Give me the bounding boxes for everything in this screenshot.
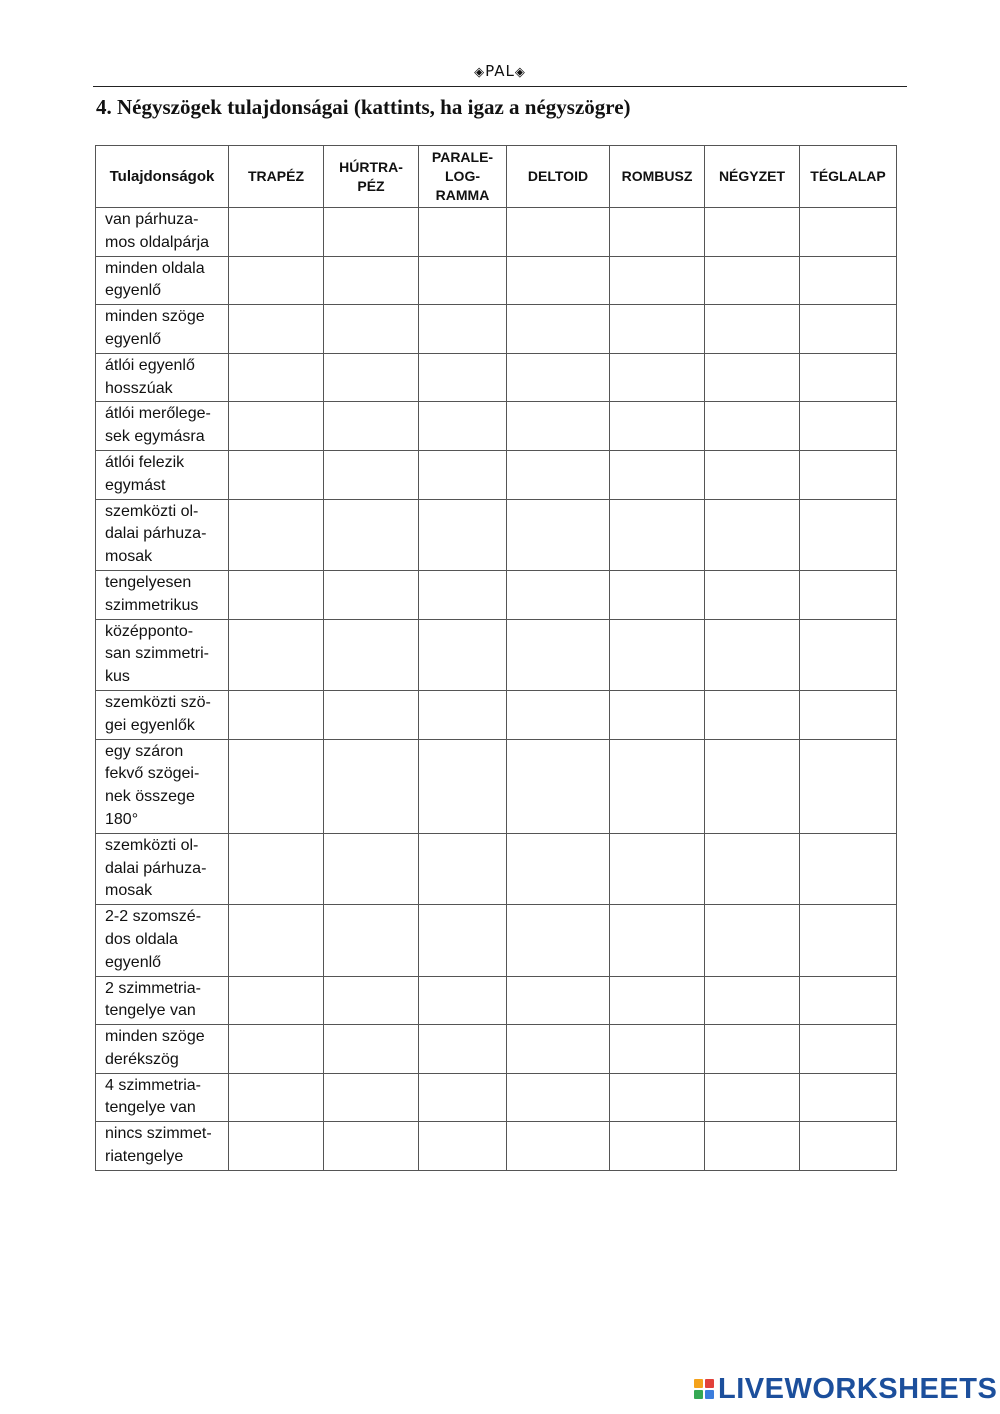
table-row — [96, 402, 897, 451]
answer-cell[interactable] — [610, 450, 705, 499]
answer-cell[interactable] — [705, 256, 800, 305]
answer-cell[interactable] — [800, 1073, 897, 1122]
answer-cell[interactable] — [229, 905, 324, 976]
answer-cell[interactable] — [324, 833, 419, 904]
answer-cell[interactable] — [419, 739, 507, 833]
table-row — [96, 570, 897, 619]
table-row — [96, 450, 897, 499]
answer-cell[interactable] — [800, 690, 897, 739]
answer-cell[interactable] — [610, 833, 705, 904]
column-header: PARALE- LOG- RAMMA — [419, 146, 507, 208]
answer-cell[interactable] — [507, 739, 610, 833]
header-text: PAL — [485, 62, 515, 80]
answer-cell[interactable] — [507, 833, 610, 904]
answer-cell[interactable] — [324, 739, 419, 833]
answer-cell[interactable] — [229, 256, 324, 305]
column-header: TRAPÉZ — [229, 146, 324, 208]
column-header: DELTOID — [507, 146, 610, 208]
answer-cell[interactable] — [324, 353, 419, 402]
answer-cell[interactable] — [705, 353, 800, 402]
liveworksheets-logo — [694, 1374, 997, 1404]
logo-block — [705, 1379, 714, 1388]
answer-cell[interactable] — [507, 690, 610, 739]
answer-cell[interactable] — [229, 739, 324, 833]
answer-cell[interactable] — [705, 450, 800, 499]
table-row — [96, 353, 897, 402]
answer-cell[interactable] — [419, 256, 507, 305]
answer-cell[interactable] — [705, 1073, 800, 1122]
diamond-icon: ◈ — [474, 65, 486, 80]
answer-cell[interactable] — [507, 208, 610, 257]
table-row — [96, 305, 897, 354]
answer-cell[interactable] — [324, 1122, 419, 1171]
answer-cell[interactable] — [507, 499, 610, 570]
page-header — [93, 62, 907, 87]
answer-cell[interactable] — [324, 905, 419, 976]
property-label: van párhuza- mos oldalpárja — [96, 208, 229, 257]
answer-cell[interactable] — [419, 450, 507, 499]
logo-block — [705, 1390, 714, 1399]
logo-blocks-icon — [694, 1379, 714, 1399]
answer-cell[interactable] — [419, 905, 507, 976]
property-label: minden oldala egyenlő — [96, 256, 229, 305]
answer-cell[interactable] — [507, 402, 610, 451]
answer-cell[interactable] — [705, 305, 800, 354]
property-label: minden szöge derékszög — [96, 1025, 229, 1074]
answer-cell[interactable] — [229, 402, 324, 451]
table-row — [96, 833, 897, 904]
answer-cell[interactable] — [610, 353, 705, 402]
answer-cell[interactable] — [324, 499, 419, 570]
answer-cell[interactable] — [507, 450, 610, 499]
answer-cell[interactable] — [610, 739, 705, 833]
table-row — [96, 976, 897, 1025]
answer-cell[interactable] — [419, 353, 507, 402]
answer-cell[interactable] — [800, 256, 897, 305]
answer-cell[interactable] — [800, 1122, 897, 1171]
diamond-icon: ◈ — [514, 65, 526, 80]
answer-cell[interactable] — [419, 570, 507, 619]
answer-cell[interactable] — [800, 402, 897, 451]
property-label: 4 szimmetria- tengelye van — [96, 1073, 229, 1122]
answer-cell[interactable] — [324, 208, 419, 257]
answer-cell[interactable] — [507, 1073, 610, 1122]
property-label: középponto- san szimmetri- kus — [96, 619, 229, 690]
brand-name: LIVEWORKSHEETS — [718, 1372, 998, 1405]
answer-cell[interactable] — [229, 570, 324, 619]
answer-cell[interactable] — [507, 619, 610, 690]
answer-cell[interactable] — [419, 305, 507, 354]
answer-cell[interactable] — [419, 1122, 507, 1171]
answer-cell[interactable] — [324, 256, 419, 305]
answer-cell[interactable] — [419, 833, 507, 904]
answer-cell[interactable] — [324, 402, 419, 451]
table-row — [96, 499, 897, 570]
property-label: nincs szimmet- riatengelye — [96, 1122, 229, 1171]
answer-cell[interactable] — [324, 619, 419, 690]
table-row — [96, 690, 897, 739]
table-row — [96, 1025, 897, 1074]
answer-cell[interactable] — [800, 305, 897, 354]
answer-cell[interactable] — [419, 499, 507, 570]
answer-cell[interactable] — [705, 739, 800, 833]
answer-cell[interactable] — [507, 976, 610, 1025]
answer-cell[interactable] — [419, 690, 507, 739]
answer-cell[interactable] — [610, 1025, 705, 1074]
table-row — [96, 256, 897, 305]
answer-cell[interactable] — [610, 305, 705, 354]
property-label: szemközti ol- dalai párhuza- mosak — [96, 833, 229, 904]
column-header-properties: Tulajdonságok — [96, 146, 229, 208]
answer-cell[interactable] — [610, 208, 705, 257]
property-label: szemközti szö- gei egyenlők — [96, 690, 229, 739]
column-header: HÚRTRA- PÉZ — [324, 146, 419, 208]
answer-cell[interactable] — [705, 499, 800, 570]
answer-cell[interactable] — [800, 833, 897, 904]
answer-cell[interactable] — [324, 1073, 419, 1122]
answer-cell[interactable] — [324, 570, 419, 619]
answer-cell[interactable] — [800, 499, 897, 570]
answer-cell[interactable] — [800, 1025, 897, 1074]
page-title: 4. Négyszögek tulajdonságai (kattints, ha igaz a négyszögre) — [96, 95, 631, 119]
answer-cell[interactable] — [507, 570, 610, 619]
answer-cell[interactable] — [507, 1025, 610, 1074]
answer-cell[interactable] — [507, 256, 610, 305]
answer-cell[interactable] — [507, 305, 610, 354]
answer-cell[interactable] — [705, 570, 800, 619]
answer-cell[interactable] — [419, 1025, 507, 1074]
answer-cell[interactable] — [610, 619, 705, 690]
answer-cell[interactable] — [229, 305, 324, 354]
property-label: 2-2 szomszé- dos oldala egyenlő — [96, 905, 229, 976]
answer-cell[interactable] — [229, 833, 324, 904]
answer-cell[interactable] — [705, 1122, 800, 1171]
answer-cell[interactable] — [229, 1073, 324, 1122]
properties-table — [95, 145, 897, 1171]
answer-cell[interactable] — [800, 450, 897, 499]
property-label: átlói merőlege- sek egymásra — [96, 402, 229, 451]
answer-cell[interactable] — [705, 690, 800, 739]
logo-block — [694, 1390, 703, 1399]
answer-cell[interactable] — [507, 905, 610, 976]
column-header: ROMBUSZ — [610, 146, 705, 208]
answer-cell[interactable] — [610, 1122, 705, 1171]
answer-cell[interactable] — [800, 976, 897, 1025]
table-row — [96, 905, 897, 976]
answer-cell[interactable] — [610, 570, 705, 619]
answer-cell[interactable] — [324, 976, 419, 1025]
answer-cell[interactable] — [705, 1025, 800, 1074]
answer-cell[interactable] — [610, 402, 705, 451]
answer-cell[interactable] — [419, 208, 507, 257]
table-row — [96, 619, 897, 690]
answer-cell[interactable] — [229, 976, 324, 1025]
answer-cell[interactable] — [229, 208, 324, 257]
answer-cell[interactable] — [507, 1122, 610, 1171]
answer-cell[interactable] — [705, 976, 800, 1025]
column-header: TÉGLALAP — [800, 146, 897, 208]
answer-cell[interactable] — [419, 619, 507, 690]
answer-cell[interactable] — [419, 402, 507, 451]
answer-cell[interactable] — [800, 353, 897, 402]
table-row — [96, 739, 897, 833]
answer-cell[interactable] — [324, 690, 419, 739]
answer-cell[interactable] — [229, 1122, 324, 1171]
answer-cell[interactable] — [419, 1073, 507, 1122]
answer-cell[interactable] — [229, 1025, 324, 1074]
property-label: szemközti ol- dalai párhuza- mosak — [96, 499, 229, 570]
answer-cell[interactable] — [229, 499, 324, 570]
answer-cell[interactable] — [229, 353, 324, 402]
answer-cell[interactable] — [610, 499, 705, 570]
answer-cell[interactable] — [419, 976, 507, 1025]
property-label: átlói felezik egymást — [96, 450, 229, 499]
property-label: 2 szimmetria- tengelye van — [96, 976, 229, 1025]
answer-cell[interactable] — [229, 450, 324, 499]
answer-cell[interactable] — [324, 450, 419, 499]
answer-cell[interactable] — [800, 208, 897, 257]
answer-cell[interactable] — [800, 905, 897, 976]
answer-cell[interactable] — [705, 208, 800, 257]
answer-cell[interactable] — [705, 619, 800, 690]
property-label: átlói egyenlő hosszúak — [96, 353, 229, 402]
answer-cell[interactable] — [705, 833, 800, 904]
answer-cell[interactable] — [610, 905, 705, 976]
answer-cell[interactable] — [800, 619, 897, 690]
answer-cell[interactable] — [610, 976, 705, 1025]
column-header: NÉGYZET — [705, 146, 800, 208]
property-label: tengelyesen szimmetrikus — [96, 570, 229, 619]
answer-cell[interactable] — [705, 905, 800, 976]
table-row — [96, 1073, 897, 1122]
answer-cell[interactable] — [800, 570, 897, 619]
answer-cell[interactable] — [610, 256, 705, 305]
table-header-row — [96, 146, 897, 208]
answer-cell[interactable] — [229, 619, 324, 690]
answer-cell[interactable] — [229, 690, 324, 739]
property-label: egy száron fekvő szögei- nek összege 180° — [96, 739, 229, 833]
logo-block — [694, 1379, 703, 1388]
property-label: minden szöge egyenlő — [96, 305, 229, 354]
table-row — [96, 208, 897, 257]
answer-cell[interactable] — [324, 1025, 419, 1074]
table-row — [96, 1122, 897, 1171]
answer-cell[interactable] — [705, 402, 800, 451]
answer-cell[interactable] — [800, 739, 897, 833]
answer-cell[interactable] — [507, 353, 610, 402]
answer-cell[interactable] — [324, 305, 419, 354]
answer-cell[interactable] — [610, 1073, 705, 1122]
answer-cell[interactable] — [610, 690, 705, 739]
